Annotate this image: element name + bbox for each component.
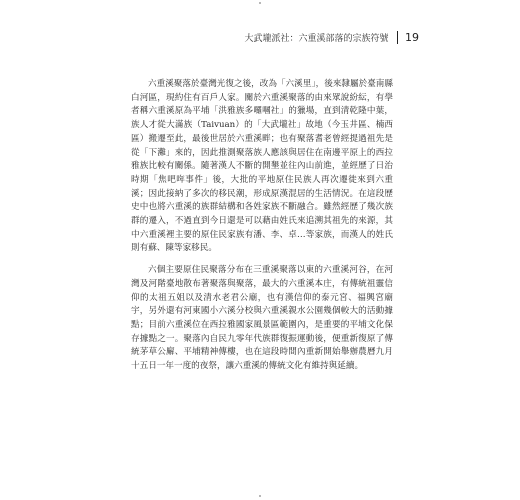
running-header: [244, 31, 419, 44]
header-divider: [397, 31, 399, 44]
paragraph-1: 六重溪聚落於臺灣光復之後，改為「六溪里」，後來隸屬於臺南縣白河區，現約住有百戶人家。關於六重溪聚落的由來眾說紛紜，有學者稱六重溪原為平埔「洪雅族多囉嘓社」的獵場，直到清乾隆中葉，族人才從大滿族（Taivuan）的「大武壠社」故地（今玉井區、楠西區）搬遷至此，最後世居於六重溪畔；也有聚落耆老曾經提過祖先是從「下灘」來的，因此推測聚落族人應該與居住在南邊平原上的西拉雅族比較有關係。隨著漢人不斷的開墾並往內山前進，並經歷了日治時期「焦吧哖事件」後，大批的平地原住民族人再次遷徙來到六重溪；因此接納了多次的移民潮，形成原漢混居的生活情況。在這段歷史中也將六重溪的族群結構和各姓家族不斷融合。雖然經歷了幾次族群的遷入，不過直到今日還是可以藉由姓氏來追溯其祖先的來源，其中六重溪裡主要的原住民家族有潘、李、卓…等家族，而漢人的姓氏則有蘇、陳等家移民。: [131, 79, 393, 254]
page-trim-mark-top: [259, 2, 261, 4]
page-number: 19: [405, 31, 419, 44]
running-title: 大武壠派社：六重溪部落的宗族符號: [244, 34, 389, 44]
page-trim-mark-bottom: [259, 495, 261, 497]
paragraph-2: 六個主要原住民聚落分布在三重溪聚落以東的六重溪河谷，在河灣及河階臺地散布著聚落與聚落，最大的六重溪本庄，有傳統祖靈信仰的太祖五姐以及清水老君公廟，也有漢信仰的泰元宮、福興宮廟宇，另外還有河東國小六溪分校與六重溪親水公園幾個較大的活動據點；目前六重溪位在西拉雅國家風景區範圍內，是重要的平埔文化保存據點之一。聚落內自民九零年代族群復振運動後，便重新復原了傳統茅草公廨、平埔精神傳樓，也在這段時間內重新開始舉辦農曆九月十五日一年一度的夜祭，讓六重溪的傳統文化有維持與延續。: [131, 265, 393, 372]
body-text: [131, 78, 393, 374]
